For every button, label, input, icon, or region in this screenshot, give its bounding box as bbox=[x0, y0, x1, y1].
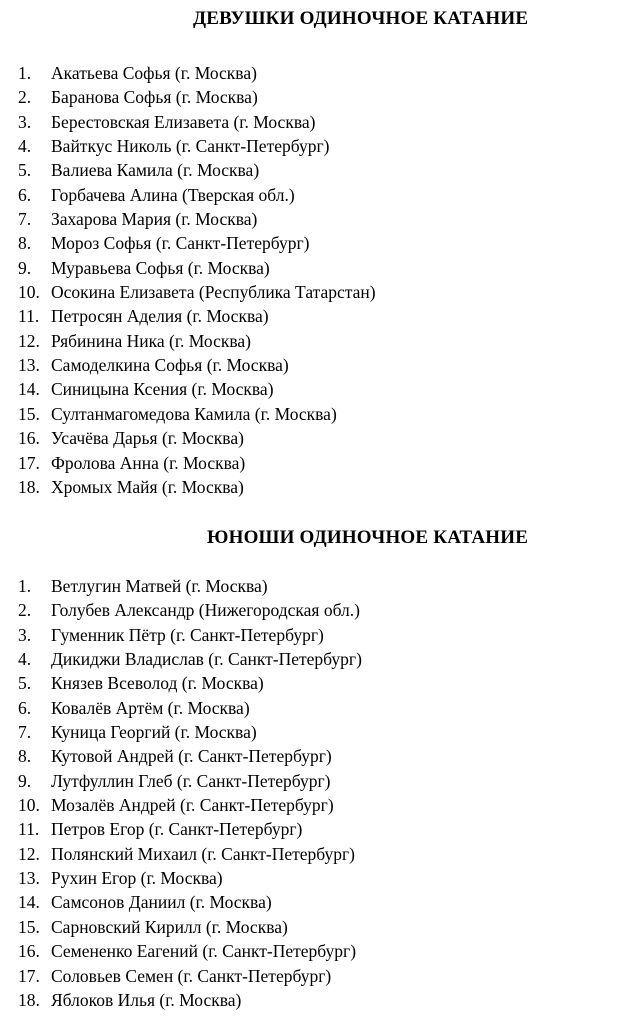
list-item-name: Самсонов Даниил (г. Москва) bbox=[51, 892, 272, 913]
list-item-name: Петров Егор (г. Санкт-Петербург) bbox=[51, 819, 303, 840]
list-item-name: Дикиджи Владислав (г. Санкт-Петербург) bbox=[51, 649, 362, 670]
list-item-number: 2. bbox=[18, 87, 32, 108]
list-item-name: Баранова Софья (г. Москва) bbox=[51, 87, 258, 108]
list-item-number: 3. bbox=[18, 624, 32, 645]
list-item-number: 6. bbox=[18, 184, 32, 205]
list-item-number: 13. bbox=[18, 868, 40, 889]
list-item-number: 8. bbox=[18, 746, 32, 767]
list-item-number: 12. bbox=[18, 843, 40, 864]
list-item-number: 11. bbox=[18, 819, 40, 840]
list-item-name: Князев Всеволод (г. Москва) bbox=[51, 673, 264, 694]
list-item-name: Усачёва Дарья (г. Москва) bbox=[51, 428, 244, 449]
list-item-number: 4. bbox=[18, 649, 32, 670]
list-item-number: 14. bbox=[18, 892, 40, 913]
list-item-number: 8. bbox=[18, 233, 32, 254]
list-item-name: Петросян Аделия (г. Москва) bbox=[51, 306, 269, 327]
list-item-number: 2. bbox=[18, 600, 32, 621]
list-item-number: 1. bbox=[18, 63, 32, 83]
list-item-name: Акатьева Софья (г. Москва) bbox=[51, 63, 257, 83]
list-item-number: 9. bbox=[18, 257, 32, 278]
list-item-name: Муравьева Софья (г. Москва) bbox=[51, 257, 270, 278]
list-item-name: Фролова Анна (г. Москва) bbox=[51, 452, 246, 473]
list-item-number: 1. bbox=[18, 576, 32, 596]
list-item-number: 10. bbox=[18, 795, 40, 816]
list-item-name: Берестовская Елизавета (г. Москва) bbox=[51, 111, 316, 132]
list-item-name: Лутфуллин Глеб (г. Санкт-Петербург) bbox=[51, 770, 331, 791]
list-item-number: 9. bbox=[18, 770, 32, 791]
list-item-name: Хромых Майя (г. Москва) bbox=[51, 476, 244, 497]
list-item-name: Валиева Камила (г. Москва) bbox=[51, 160, 260, 181]
list-item-number: 5. bbox=[18, 160, 32, 181]
list-item-number: 4. bbox=[18, 136, 32, 157]
list-item-name: Яблоков Илья (г. Москва) bbox=[51, 989, 242, 1010]
list-item-name: Рухин Егор (г. Москва) bbox=[51, 868, 223, 889]
list-item-number: 6. bbox=[18, 697, 32, 718]
list-item-number: 15. bbox=[18, 916, 40, 937]
list-item-number: 3. bbox=[18, 111, 32, 132]
list-item-name: Мороз Софья (г. Санкт-Петербург) bbox=[51, 233, 310, 254]
list-item-name: Полянский Михаил (г. Санкт-Петербург) bbox=[51, 843, 356, 864]
list-item-name: Кутовой Андрей (г. Санкт-Петербург) bbox=[51, 746, 332, 767]
list-item-number: 16. bbox=[18, 941, 40, 962]
list-item-number: 16. bbox=[18, 428, 40, 449]
list-item-name: Соловьев Семен (г. Санкт-Петербург) bbox=[51, 965, 332, 986]
list-item-name: Голубев Александр (Нижегородская обл.) bbox=[51, 600, 360, 621]
list-item-name: Куница Георгий (г. Москва) bbox=[51, 722, 257, 743]
list-item-number: 7. bbox=[18, 722, 32, 743]
list-item-name: Султанмагомедова Камила (г. Москва) bbox=[51, 403, 337, 424]
list-item-name: Осокина Елизавета (Республика Татарстан) bbox=[51, 282, 376, 303]
list-item-number: 14. bbox=[18, 379, 40, 400]
list-item-number: 5. bbox=[18, 673, 32, 694]
list-item-number: 18. bbox=[18, 989, 40, 1010]
list-item-name: Ветлугин Матвей (г. Москва) bbox=[51, 576, 268, 596]
list-item-number: 17. bbox=[18, 452, 40, 473]
list-item-name: Рябинина Ника (г. Москва) bbox=[51, 330, 251, 351]
list-item-number: 15. bbox=[18, 403, 40, 424]
list-item-number: 17. bbox=[18, 965, 40, 986]
list-item-name: Ковалёв Артём (г. Москва) bbox=[51, 697, 250, 718]
list-item-number: 18. bbox=[18, 476, 40, 497]
girls-section-title: ДЕВУШКИ ОДИНОЧНОЕ КАТАНИЕ bbox=[193, 8, 529, 29]
list-item-name: Захарова Мария (г. Москва) bbox=[51, 209, 258, 230]
list-item-number: 7. bbox=[18, 209, 32, 230]
list-item-name: Семененко Еагений (г. Санкт-Петербург) bbox=[51, 941, 357, 962]
list-item-name: Самоделкина Софья (г. Москва) bbox=[51, 355, 289, 376]
boys-section-title: ЮНОШИ ОДИНОЧНОЕ КАТАНИЕ bbox=[207, 527, 529, 548]
list-item-name: Горбачева Алина (Тверская обл.) bbox=[51, 184, 295, 205]
list-item-number: 10. bbox=[18, 282, 40, 303]
list-item-name: Мозалёв Андрей (г. Санкт-Петербург) bbox=[51, 795, 334, 816]
list-item-name: Сарновский Кирилл (г. Москва) bbox=[51, 916, 288, 937]
list-item-name: Гуменник Пётр (г. Санкт-Петербург) bbox=[51, 624, 324, 645]
list-item-number: 12. bbox=[18, 330, 40, 351]
list-item-name: Синицына Ксения (г. Москва) bbox=[51, 379, 274, 400]
list-item-number: 11. bbox=[18, 306, 40, 327]
list-item-number: 13. bbox=[18, 355, 40, 376]
list-item-name: Вайткус Николь (г. Санкт-Петербург) bbox=[51, 136, 330, 157]
